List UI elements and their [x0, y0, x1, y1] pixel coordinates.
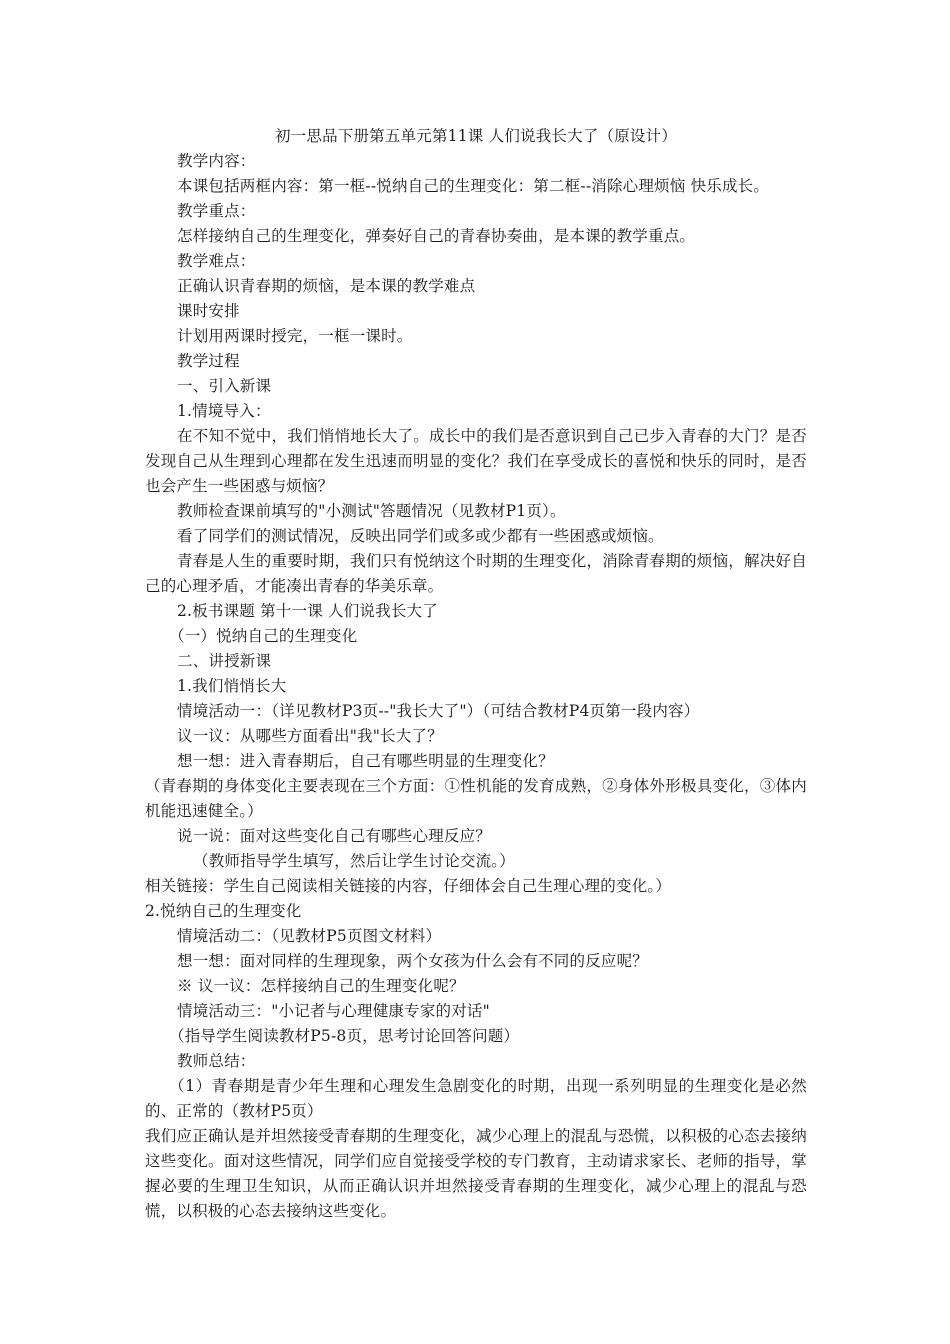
paragraph: 1.我们悄悄长大 [177, 677, 287, 695]
paragraph: 说一说：面对这些变化自己有哪些心理反应？ [177, 827, 492, 845]
paragraph: 2.板书课题 第十一课 人们说我长大了 [177, 602, 438, 620]
paragraph: 怎样接纳自己的生理变化，弹奏好自己的青春协奏曲，是本课的教学重点。 [177, 227, 696, 245]
paragraph: ※ 议一议：怎样接纳自己的生理变化呢？ [177, 977, 465, 995]
paragraph: 情境活动一：（详见教材P3页--"我长大了"）（可结合教材P4页第一段内容） [177, 702, 700, 720]
paragraph: 教学过程 [177, 352, 240, 370]
paragraph: 教学重点： [177, 202, 256, 220]
document-body [145, 149, 807, 1224]
paragraph: 正确认识青春期的烦恼，是本课的教学难点 [177, 277, 476, 295]
paragraph: （指导学生阅读教材P5-8页，思考讨论回答问题） [169, 1027, 520, 1045]
paragraph: 想一想：进入青春期后，自己有哪些明显的生理变化？ [177, 752, 554, 770]
paragraph: 本课包括两框内容：第一框--悦纳自己的生理变化：第二框--消除心理烦恼 快乐成长。 [177, 177, 770, 195]
paragraph: 教师检查课前填写的"小测试"答题情况（见教材P1页）。 [177, 502, 566, 520]
paragraph: 青春是人生的重要时期，我们只有悦纳这个时期的生理变化，消除青春期的烦恼，解决好自己的心理矛盾，才能凑出青春的华美乐章。 [145, 552, 807, 595]
paragraph: 1.情境导入： [177, 402, 271, 420]
paragraph: 教师总结： [177, 1052, 256, 1070]
paragraph: 计划用两课时授完，一框一课时。 [177, 327, 413, 345]
paragraph: 教学难点： [177, 252, 256, 270]
document-page [145, 124, 807, 1224]
paragraph: 想一想：面对同样的生理现象，两个女孩为什么会有不同的反应呢？ [177, 952, 649, 970]
paragraph: 教学内容： [177, 152, 256, 170]
paragraph: （1）青春期是青少年生理和心理发生急剧变化的时期，出现一系列明显的生理变化是必然的、正常的（教材P5页） [145, 1077, 807, 1120]
paragraph: 在不知不觉中，我们悄悄地长大了。成长中的我们是否意识到自己已步入青春的大门？是否发现自己从生理到心理都在发生迅速而明显的变化？我们在享受成长的喜悦和快乐的同时，是否也会产生一些困惑与烦恼？ [145, 427, 807, 495]
paragraph: 我们应正确认是并坦然接受青春期的生理变化，减少心理上的混乱与恐慌，以积极的心态去接纳这些变化。面对这些情况，同学们应自觉接受学校的专门教育，主动请求家长、老师的指导，掌握必要的生理卫生知识，从而正确认识并坦然接受青春期的生理变化，减少心理上的混乱与恐慌，以积极的心态去接纳这些变化。 [145, 1127, 807, 1220]
paragraph: 2.悦纳自己的生理变化 [145, 902, 302, 920]
paragraph: （一）悦纳自己的生理变化 [169, 627, 358, 645]
paragraph: 情境活动二：（见教材P5页图文材料） [177, 927, 442, 945]
paragraph: 课时安排 [177, 302, 240, 320]
document-title: 初一思品下册第五单元第11课 人们说我长大了（原设计） [274, 127, 678, 145]
paragraph: 二、讲授新课 [177, 652, 272, 670]
paragraph: 一、引入新课 [177, 377, 272, 395]
paragraph: 看了同学们的测试情况，反映出同学们或多或少都有一些困惑或烦恼。 [177, 527, 664, 545]
paragraph: （青春期的身体变化主要表现在三个方面：①性机能的发育成熟，②身体外形极具变化，③体内机能迅速健全。） [145, 777, 807, 820]
paragraph: 议一议：从哪些方面看出"我"长大了？ [177, 727, 443, 745]
paragraph: 情境活动三："小记者与心理健康专家的对话" [177, 1002, 490, 1020]
paragraph: （教师指导学生填写，然后让学生讨论交流。） [193, 852, 515, 870]
paragraph: 相关链接：学生自己阅读相关链接的内容，仔细体会自己生理心理的变化。） [145, 877, 672, 895]
